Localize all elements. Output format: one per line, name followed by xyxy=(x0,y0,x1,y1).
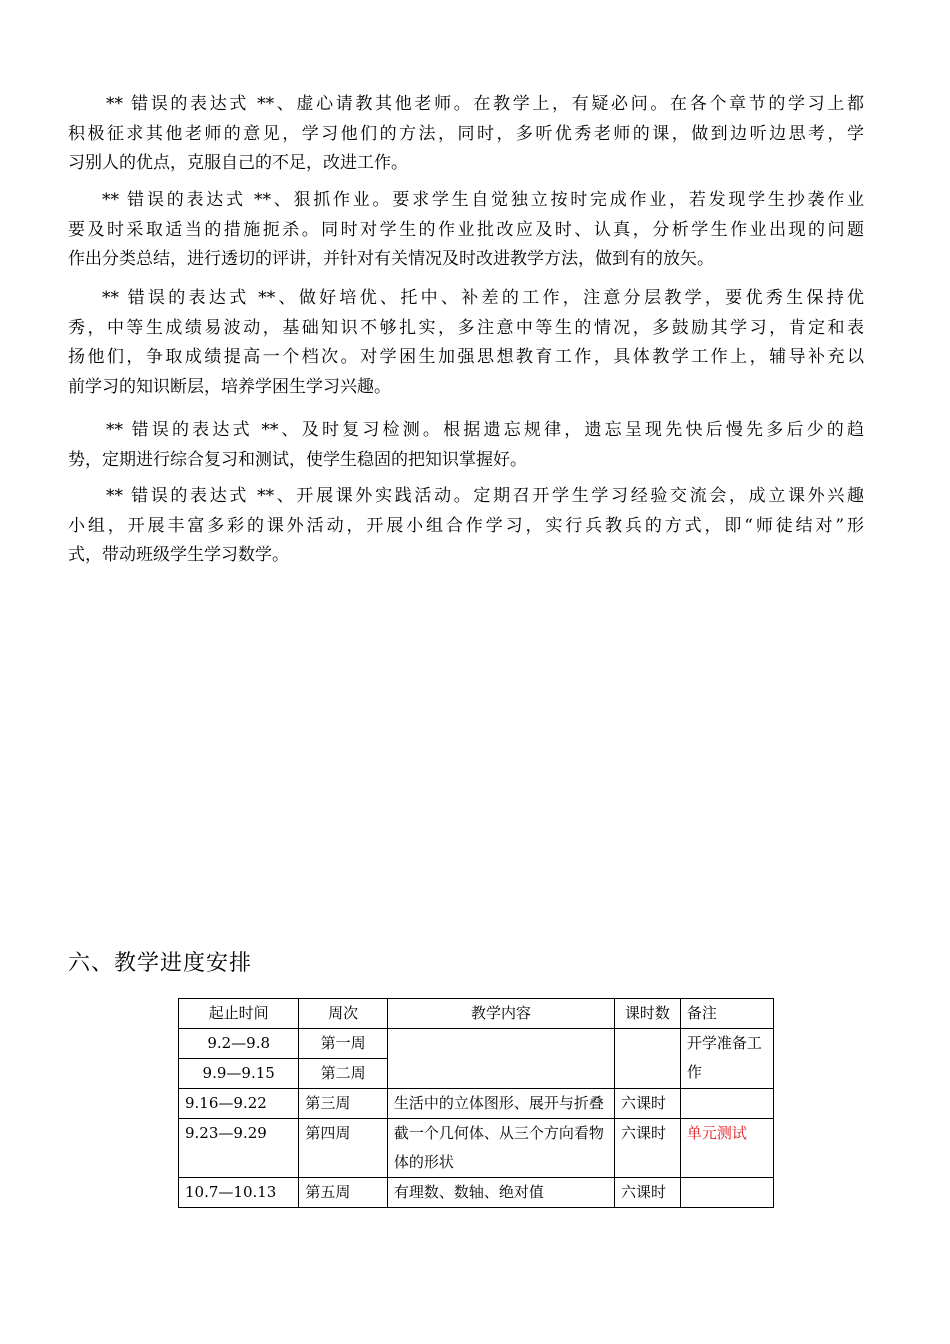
paragraph-2 xyxy=(68,186,864,275)
cell-content: 生活中的立体图形、展开与折叠 xyxy=(387,1089,614,1119)
paragraph-3 xyxy=(68,284,864,402)
paragraph-line: 扬他们，争取成绩提高一个档次。对学困生加强思想教育工作，具体教学工作上，辅导补充以 xyxy=(68,347,864,367)
paragraph-line: ** 错误的表达式 **、虚心请教其他老师。在教学上，有疑必问。在各个章节的学习上都 xyxy=(106,94,864,114)
cell-time: 9.2—9.8 xyxy=(179,1029,299,1059)
cell-hours-empty xyxy=(615,1029,681,1089)
table-header-row xyxy=(179,999,774,1029)
paragraph-line: ** 错误的表达式 **、开展课外实践活动。定期召开学生学习经验交流会，成立课外兴趣 xyxy=(106,486,864,506)
cell-content: 截一个几何体、从三个方向看物体的形状 xyxy=(387,1119,614,1178)
section-heading: 六、教学进度安排 xyxy=(68,951,253,976)
paragraph-4 xyxy=(68,416,864,475)
header-week: 周次 xyxy=(299,999,388,1029)
table-row xyxy=(179,1029,774,1059)
header-note: 备注 xyxy=(680,999,773,1029)
paragraph-5 xyxy=(68,482,864,571)
paragraph-line: 作出分类总结，进行透切的评讲，并针对有关情况及时改进教学方法，做到有的放矢。 xyxy=(68,249,714,269)
table-row xyxy=(179,1089,774,1119)
cell-week: 第三周 xyxy=(299,1089,388,1119)
table-row xyxy=(179,1178,774,1208)
paragraph-line: 秀，中等生成绩易波动，基础知识不够扎实，多注意中等生的情况，多鼓励其学习，肯定和表 xyxy=(68,317,864,338)
table-row xyxy=(179,1119,774,1178)
cell-content: 有理数、数轴、绝对值 xyxy=(387,1178,614,1208)
cell-note xyxy=(680,1089,773,1119)
cell-week: 第二周 xyxy=(299,1059,388,1089)
cell-week: 第一周 xyxy=(299,1029,388,1059)
cell-week: 第四周 xyxy=(299,1119,388,1178)
paragraph-line: ** 错误的表达式 **、及时复习检测。根据遗忘规律，遗忘呈现先快后慢先多后少的趋 xyxy=(106,420,864,440)
cell-note-unit-test: 单元测试 xyxy=(680,1119,773,1178)
cell-time: 9.23—9.29 xyxy=(179,1119,299,1178)
header-time: 起止时间 xyxy=(179,999,299,1029)
paragraph-line: 前学习的知识断层，培养学困生学习兴趣。 xyxy=(68,376,391,397)
paragraph-line: 势，定期进行综合复习和测试，使学生稳固的把知识掌握好。 xyxy=(68,449,527,470)
cell-hours: 六课时 xyxy=(615,1178,681,1208)
schedule-table xyxy=(178,998,774,1208)
cell-hours: 六课时 xyxy=(615,1089,681,1119)
paragraph-line: 要及时采取适当的措施扼杀。同时对学生的作业批改应及时、认真，分析学生作业出现的问题 xyxy=(68,219,864,240)
paragraph-1 xyxy=(68,90,864,179)
cell-time: 10.7—10.13 xyxy=(179,1178,299,1208)
paragraph-line: 小组，开展丰富多彩的课外活动，开展小组合作学习，实行兵教兵的方式，即“师徒结对”形 xyxy=(68,515,864,536)
header-hours: 课时数 xyxy=(615,999,681,1029)
paragraph-line: 积极征求其他老师的意见，学习他们的方法，同时，多听优秀老师的课，做到边听边思考，学 xyxy=(68,123,864,144)
cell-note xyxy=(680,1178,773,1208)
paragraph-line: 习别人的优点，克服自己的不足，改进工作。 xyxy=(68,153,408,173)
paragraph-line: ** 错误的表达式 **、做好培优、托中、补差的工作，注意分层教学，要优秀生保持优 xyxy=(102,288,864,308)
cell-hours: 六课时 xyxy=(615,1119,681,1178)
cell-content-empty xyxy=(387,1029,614,1089)
paragraph-line: 式，带动班级学生学习数学。 xyxy=(68,545,289,565)
cell-time: 9.9—9.15 xyxy=(179,1059,299,1089)
header-content: 教学内容 xyxy=(387,999,614,1029)
cell-note-merged: 开学准备工作 xyxy=(680,1029,773,1089)
cell-time: 9.16—9.22 xyxy=(179,1089,299,1119)
cell-week: 第五周 xyxy=(299,1178,388,1208)
paragraph-line: ** 错误的表达式 **、狠抓作业。要求学生自觉独立按时完成作业，若发现学生抄袭作业 xyxy=(102,190,864,210)
